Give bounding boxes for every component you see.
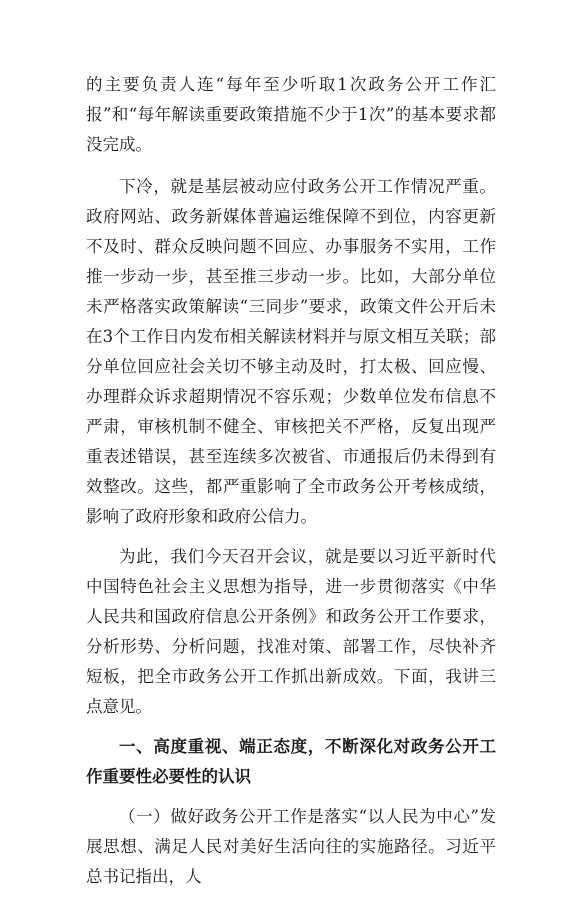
paragraph-meeting-purpose: 为此，我们今天召开会议，就是要以习近平新时代中国特色社会主义思想为指导，进一步贯彻落实《中华人民共和国政府信息公开条例》和政务公开工作要求，分析形势、分析问题，找准对策、部署工作，尽快补齐短板，把全市政务公开工作抓出新成效。下面，我讲三点意见。 xyxy=(86,547,496,716)
section-heading-one: 一、高度重视、端正态度，不断深化对政务公开工作重要性必要性的认识 xyxy=(86,737,496,786)
document-body xyxy=(86,70,496,902)
subsection-one-paragraph: （一）做好政务公开工作是落实“以人民为中心”发展思想、满足人民对美好生活向往的实施路径。习近平总书记指出，人 xyxy=(86,807,496,886)
paragraph-continuation: 的主要负责人连“每年至少听取1次政务公开工作汇报”和“每年解读重要政策措施不少于1次”的基本要求都没完成。 xyxy=(86,75,496,154)
paragraph-grassroots-problems: 下冷，就是基层被动应付政务公开工作情况严重。政府网站、政务新媒体普遍运维保障不到位，内容更新不及时、群众反映问题不回应、办事服务不实用，工作推一步动一步，甚至推三步动一步。比如，大部分单位未严格落实政策解读“三同步”要求，政策文件公开后未在3个工作日内发布相关解读材料并与原文相互关联；部分单位回应社会关切不够主动及时，打太极、回应慢、办理群众诉求超期情况不容乐观；少数单位发布信息不严肃，审核机制不健全、审核把关不严格，反复出现严重表述错误，甚至连续多次被省、市通报后仍未得到有效整改。这些，都严重影响了全市政务公开考核成绩，影响了政府形象和政府公信力。 xyxy=(86,177,496,526)
